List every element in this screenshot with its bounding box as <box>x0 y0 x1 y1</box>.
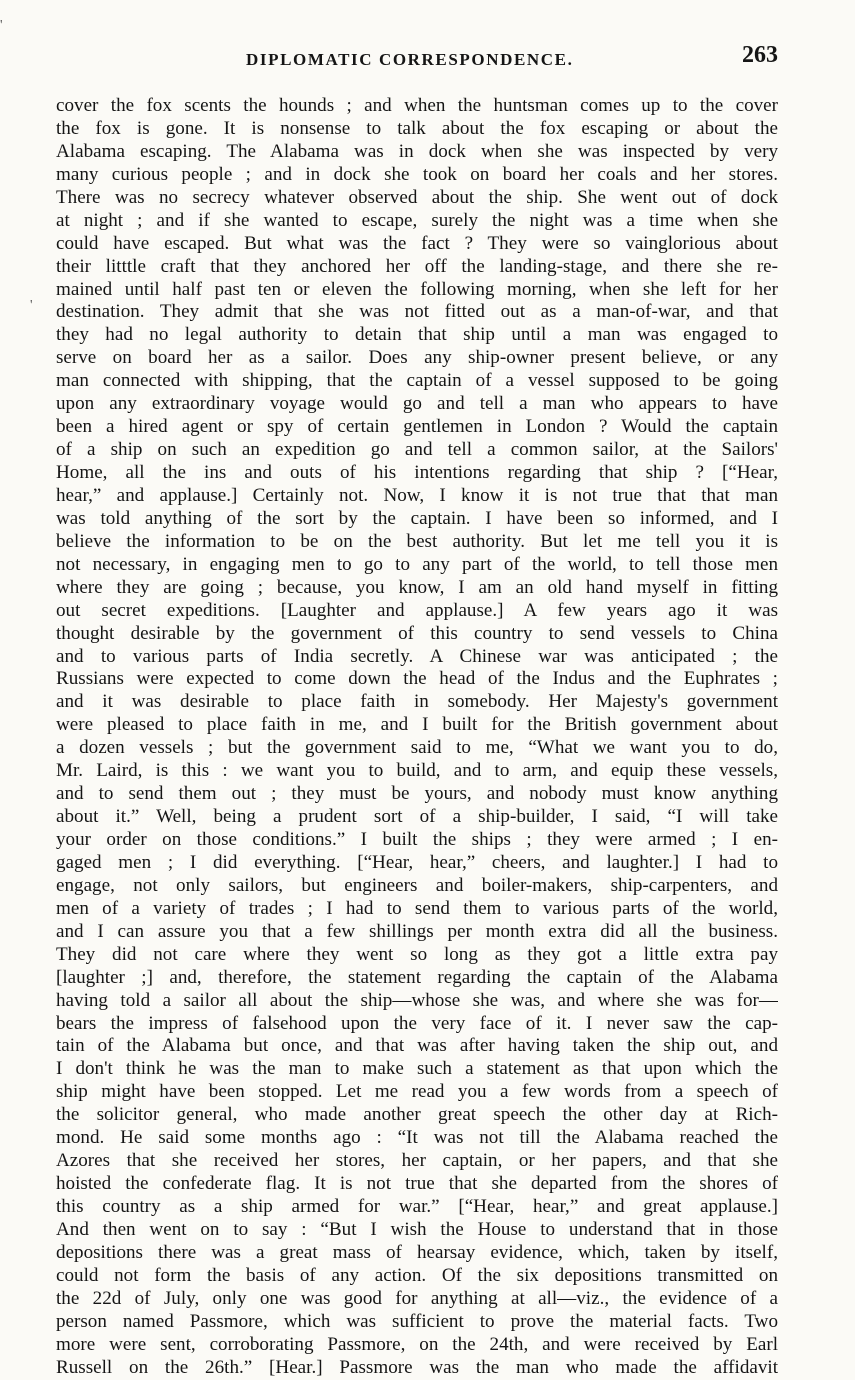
text-line: thought desirable by the government of this country to send vessels to China <box>56 622 778 644</box>
text-line: [laughter ;] and, therefore, the statement regarding the captain of the Alabama <box>56 966 778 988</box>
text-line: believe the information to be on the best authority. But let me tell you it is <box>56 530 778 552</box>
text-line: out secret expeditions. [Laughter and applause.] A few years ago it was <box>56 599 778 621</box>
text-line: serve on board her as a sailor. Does any ship-owner present believe, or any <box>56 347 778 369</box>
text-line: their litttle craft that they anchored her off the landing-stage, and there she re- <box>56 255 778 277</box>
text-line: the solicitor general, who made another great speech the other day at Rich- <box>56 1104 778 1126</box>
text-line: men of a variety of trades ; I had to send them to various parts of the world, <box>56 897 778 919</box>
text-line: not necessary, in engaging men to go to any part of the world, to tell those men <box>56 553 778 575</box>
page-number: 263 <box>742 42 778 68</box>
text-line: Alabama escaping. The Alabama was in dock when she was inspected by very <box>56 140 778 162</box>
text-line: hoisted the confederate flag. It is not true that she departed from the shores of <box>56 1173 778 1195</box>
text-line: bears the impress of falsehood upon the very face of it. I never saw the cap- <box>56 1012 778 1034</box>
text-line: the 22d of July, only one was good for anything at all—viz., the evidence of a <box>56 1287 778 1309</box>
text-line: Home, all the ins and outs of his intentions regarding that ship ? [“Hear, <box>56 462 778 483</box>
text-line: at night ; and if she wanted to escape, surely the night was a time when she <box>56 209 778 231</box>
text-line: person named Passmore, which was sufficient to prove the material facts. Two <box>56 1310 778 1332</box>
text-line: upon any extraordinary voyage would go and tell a man who appears to have <box>56 393 778 415</box>
text-line: Russell on the 26th.” [Hear.] Passmore was the man who made the affidavit <box>56 1356 778 1378</box>
text-line: were pleased to place faith in me, and I built for the British government about <box>56 714 778 736</box>
text-line: could have escaped. But what was the fact ? They were so vainglorious about <box>56 232 778 254</box>
running-head: DIPLOMATIC CORRESPONDENCE. <box>246 50 574 69</box>
margin-mark: ' <box>0 18 3 33</box>
text-line: destination. They admit that she was not fitted out as a man-of-war, and that <box>56 301 778 323</box>
text-line: mond. He said some months ago : “It was not till the Alabama reached the <box>56 1127 778 1149</box>
text-line: many curious people ; and in dock she took on board her coals and her stores. <box>56 163 778 185</box>
text-line: this country as a ship armed for war.” [“Hear, hear,” and great applause.] <box>56 1196 778 1217</box>
text-line: a dozen vessels ; but the government said to me, “What we want you to do, <box>56 737 778 759</box>
text-line: engage, not only sailors, but engineers and boiler-makers, ship-carpenters, and <box>56 874 778 896</box>
text-line: hear,” and applause.] Certainly not. Now, I know it is not true that that man <box>56 484 778 506</box>
text-line: they had no legal authority to detain that ship until a man was engaged to <box>56 324 778 346</box>
text-line: I don't think he was the man to make such a statement as that upon which the <box>56 1058 778 1080</box>
text-line: And then went on to say : “But I wish the House to understand that in those <box>56 1218 778 1240</box>
text-line: and it was desirable to place faith in somebody. Her Majesty's government <box>56 691 778 713</box>
text-line: was told anything of the sort by the captain. I have been so informed, and I <box>56 507 778 529</box>
text-line: tain of the Alabama but once, and that was after having taken the ship out, and <box>56 1035 778 1057</box>
text-line: of a ship on such an expedition go and tell a common sailor, at the Sailors' <box>56 439 778 461</box>
text-line: and to various parts of India secretly. A Chinese war was anticipated ; the <box>56 645 778 667</box>
text-line: and to send them out ; they must be yours, and nobody must know anything <box>56 783 778 805</box>
page-header <box>56 42 778 78</box>
text-line: There was no secrecy whatever observed about the ship. She went out of dock <box>56 186 778 208</box>
text-line: more were sent, corroborating Passmore, on the 24th, and were received by Earl <box>56 1333 778 1355</box>
text-line: They did not care where they went so long as they got a little extra pay <box>56 943 778 965</box>
text-line: could not form the basis of any action. Of the six depositions transmitted on <box>56 1264 778 1286</box>
text-line: depositions there was a great mass of hearsay evidence, which, taken by itself, <box>56 1241 778 1263</box>
margin-mark: ' <box>30 298 33 313</box>
text-line: Mr. Laird, is this : we want you to build, and to arm, and equip these vessels, <box>56 760 778 782</box>
text-line: mained until half past ten or eleven the following morning, when she left for her <box>56 278 778 300</box>
text-line: been a hired agent or spy of certain gentlemen in London ? Would the captain <box>56 416 778 438</box>
text-line: Azores that she received her stores, her captain, or her papers, and that she <box>56 1150 778 1172</box>
text-line: having told a sailor all about the ship—whose she was, and where she was for— <box>56 989 778 1011</box>
text-line: the fox is gone. It is nonsense to talk about the fox escaping or about the <box>56 117 778 139</box>
text-line: gaged men ; I did everything. [“Hear, hear,” cheers, and laughter.] I had to <box>56 851 778 873</box>
text-line: Russians were expected to come down the head of the Indus and the Euphrates ; <box>56 668 778 690</box>
body-text <box>56 95 778 1380</box>
text-line: ship might have been stopped. Let me read you a few words from a speech of <box>56 1081 778 1103</box>
text-line: your order on those conditions.” I built the ships ; they were armed ; I en- <box>56 829 778 850</box>
text-line: about it.” Well, being a prudent sort of a ship-builder, I said, “I will take <box>56 806 778 828</box>
text-line: where they are going ; because, you know, I am an old hand myself in fitting <box>56 576 778 598</box>
text-line: cover the fox scents the hounds ; and when the huntsman comes up to the cover <box>56 95 778 116</box>
text-line: and I can assure you that a few shillings per month extra did all the business. <box>56 920 778 942</box>
text-line: man connected with shipping, that the captain of a vessel supposed to be going <box>56 370 778 392</box>
